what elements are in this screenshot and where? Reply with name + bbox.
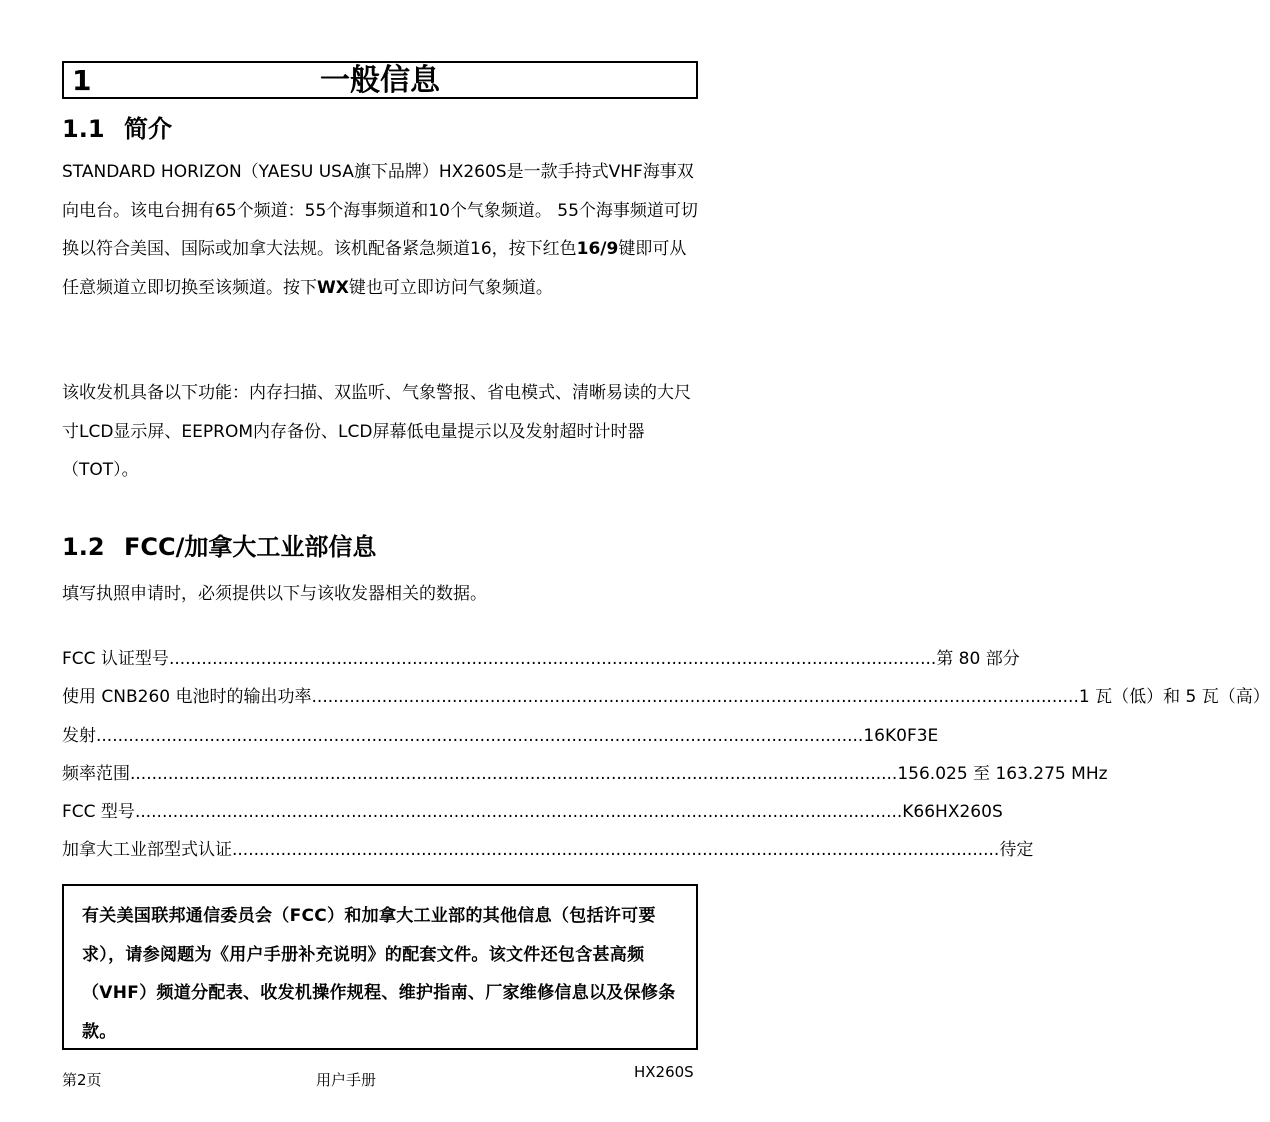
dot-leader: ..............................................................................................................................................: [311, 687, 1079, 707]
spec-label: FCC 型号: [62, 802, 135, 822]
spec-value: 156.025 至 163.275 MHz: [897, 764, 1108, 784]
spec-label: 加拿大工业部型式认证: [62, 840, 232, 860]
spec-label: FCC 认证型号: [62, 649, 169, 669]
section-number: 1.1: [62, 115, 105, 143]
spec-row: [62, 800, 1003, 824]
intro-text-1: STANDARD HORIZON（YAESU USA旗下品牌）HX260S是一款手持式VHF海事双向电台。该电台拥有65个频道：55个海事频道和10个气象频道。 55个海事频道可切换以符合美国、国际或加拿大法规。该机配备紧急频道16，按下红色: [62, 162, 698, 259]
spec-value: 待定: [999, 840, 1034, 860]
intro-paragraph: [62, 153, 700, 307]
spec-row: [62, 685, 1270, 709]
spec-value: 第 80 部分: [936, 649, 1020, 669]
dot-leader: ..............................................................................................................................................: [232, 840, 1000, 860]
dot-leader: ..............................................................................................................................................: [168, 649, 937, 669]
chapter-heading: [62, 61, 698, 99]
spec-row: [62, 762, 1108, 786]
section-heading-intro: [62, 114, 172, 144]
spec-row: [62, 647, 1020, 671]
section-number: 1.2: [62, 533, 105, 561]
spec-value: K66HX260S: [902, 802, 1003, 822]
section-heading-fcc: [62, 532, 376, 562]
spec-value: 1 瓦（低）和 5 瓦（高）: [1078, 687, 1270, 707]
dot-leader: ..............................................................................................................................................: [130, 764, 898, 784]
footer-page-number: 第2页: [62, 1071, 102, 1089]
spec-label: 频率范围: [62, 764, 130, 784]
key-16-9: 16/9: [576, 239, 619, 259]
footer-manual-title: 用户手册: [316, 1071, 377, 1089]
section-title: 简介: [124, 115, 172, 143]
notice-box: [62, 884, 698, 1050]
section-title: FCC/加拿大工业部信息: [124, 533, 377, 561]
key-wx: WX: [317, 277, 349, 298]
spec-value: 16K0F3E: [863, 726, 939, 746]
spec-row: [62, 724, 939, 748]
intro-text-2: 键即可从任意频道立即切换至该频道。按下: [62, 239, 687, 298]
spec-label: 使用 CNB260 电池时的输出功率: [62, 687, 312, 707]
spec-row: [62, 838, 1034, 862]
footer-model: HX260S: [634, 1063, 694, 1081]
notice-text: 有关美国联邦通信委员会（FCC）和加拿大工业部的其他信息（包括许可要求），请参阅题为《用户手册补充说明》的配套文件。该文件还包含甚高频（VHF）频道分配表、收发机操作规程、维护指南、厂家维修信息以及保修条款。: [82, 906, 676, 1042]
dot-leader: ..............................................................................................................................................: [96, 726, 864, 746]
intro-text-3: 键也可立即访问气象频道。: [348, 277, 553, 298]
license-intro: 填写执照申请时，必须提供以下与该收发器相关的数据。: [62, 584, 487, 604]
features-paragraph: 该收发机具备以下功能：内存扫描、双监听、气象警报、省电模式、清晰易读的大尺寸LCD显示屏、EEPROM内存备份、LCD屏幕低电量提示以及发射超时计时器（TOT）。: [62, 383, 691, 480]
chapter-number: 1: [72, 64, 92, 97]
spec-label: 发射: [62, 726, 96, 746]
dot-leader: ..............................................................................................................................................: [134, 802, 903, 822]
chapter-title: 一般信息: [320, 63, 440, 98]
